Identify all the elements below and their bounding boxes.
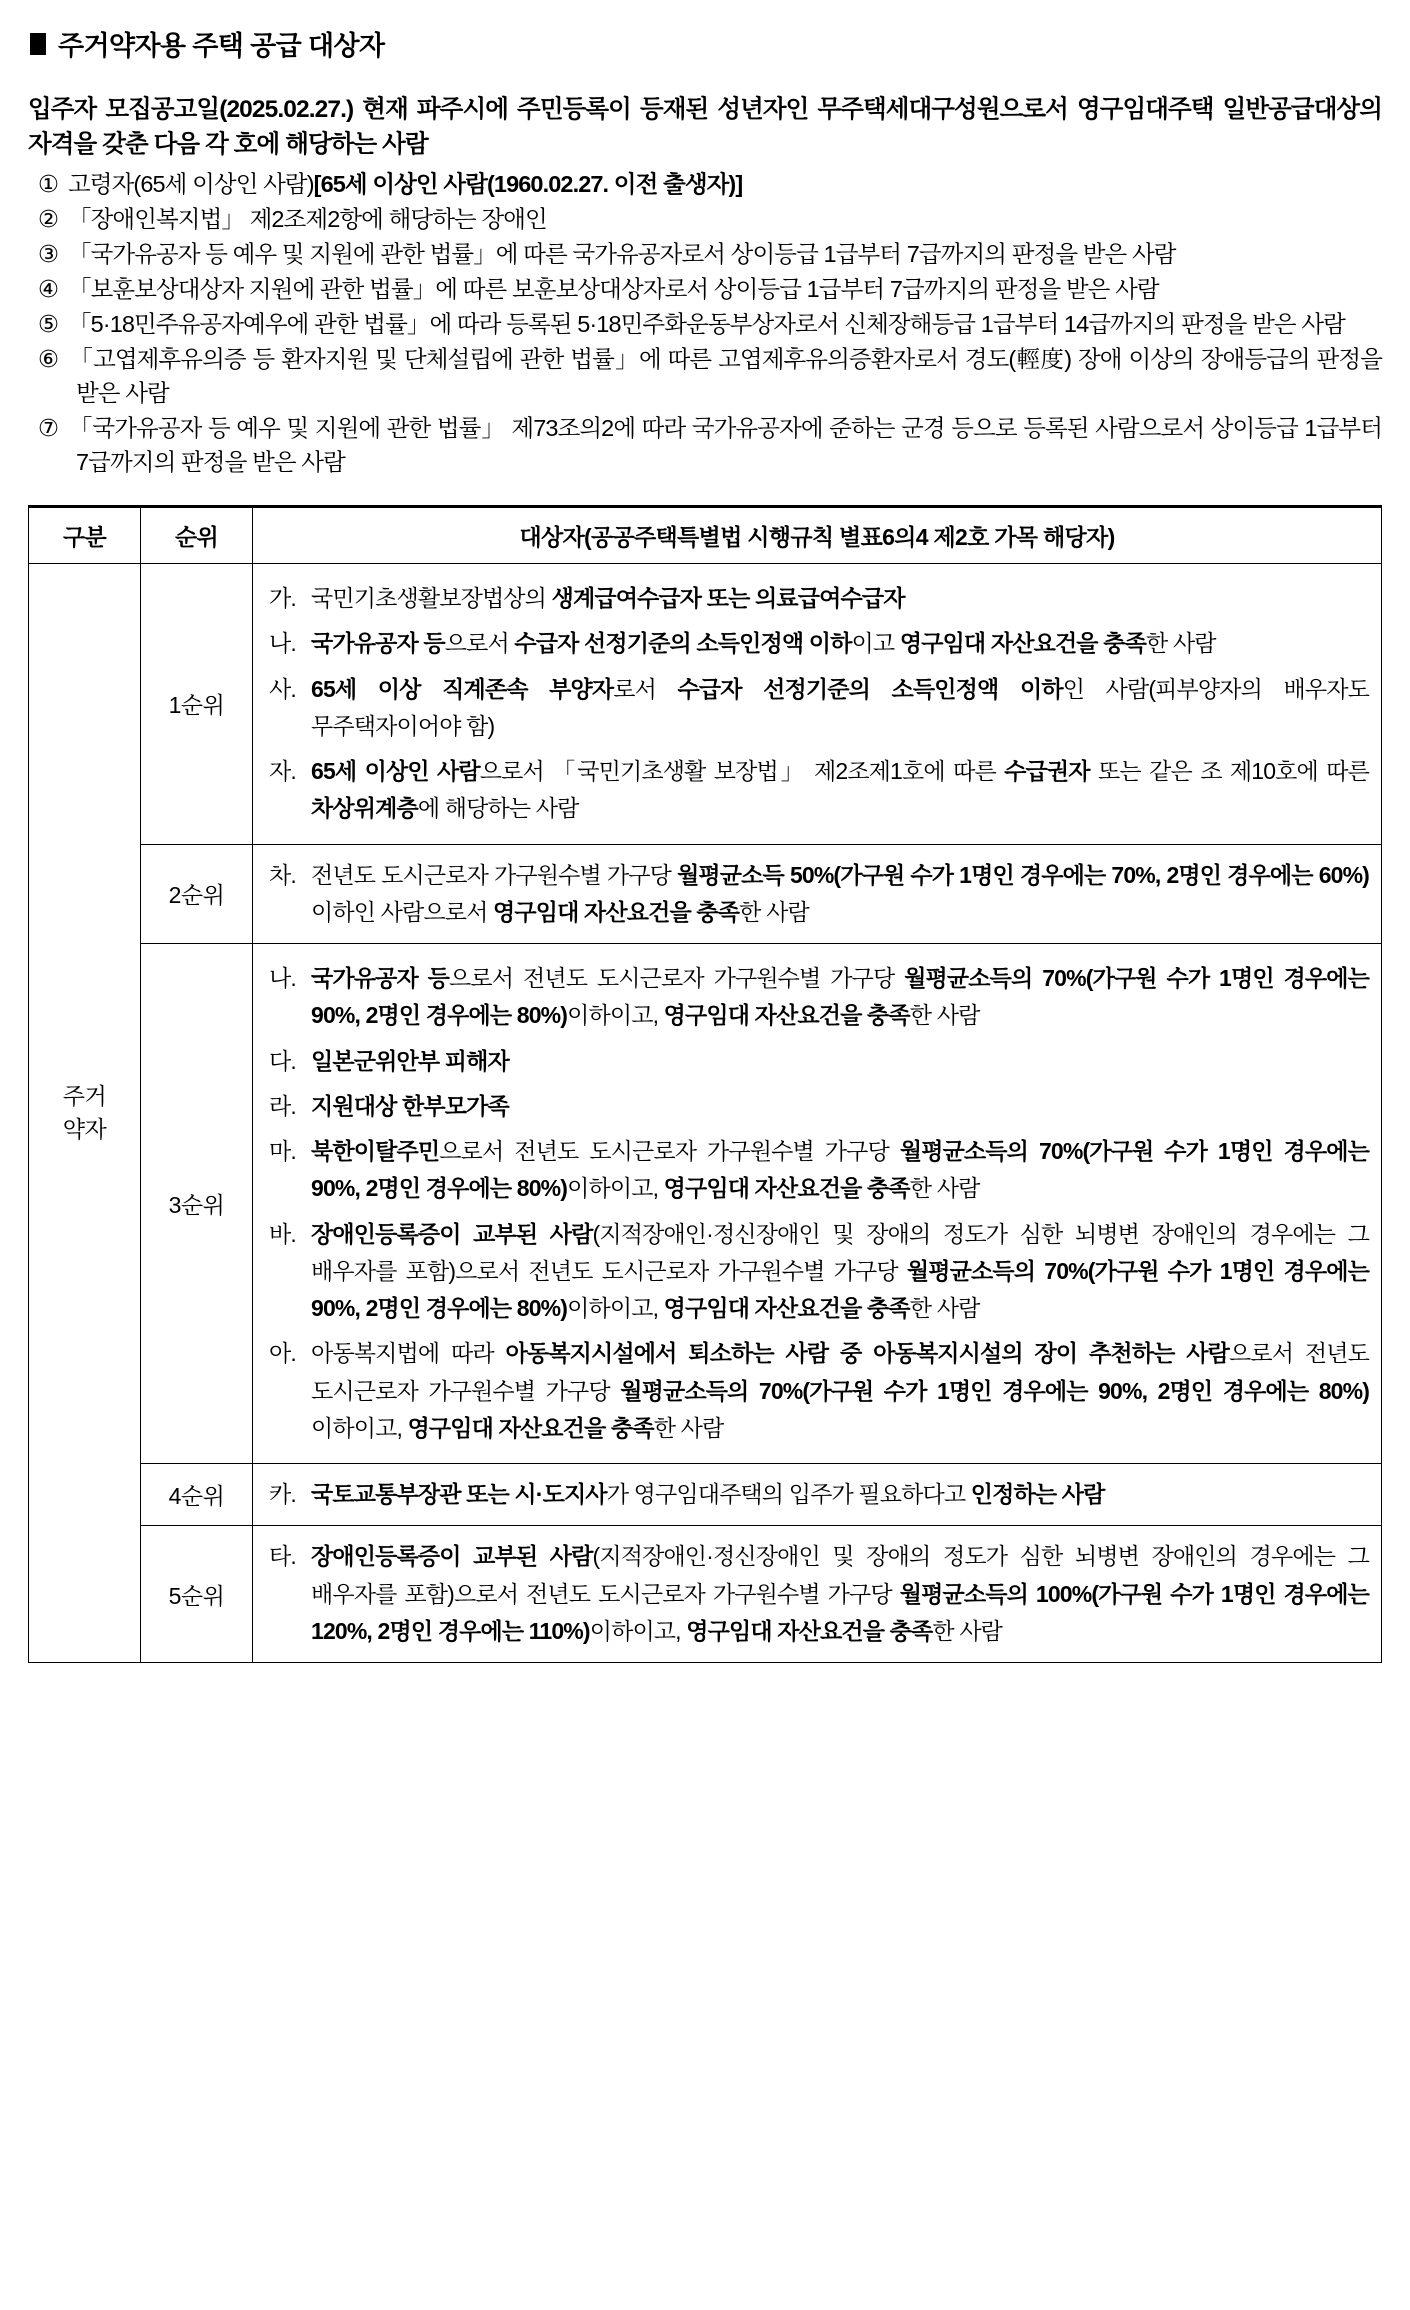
- body-text: 아동복지법에 따라: [311, 1340, 506, 1367]
- target-item-marker: 다.: [269, 1047, 296, 1074]
- body-text: 가 영구임대주택의 입주가 필요하다고: [606, 1481, 971, 1508]
- body-text: 이하이고,: [567, 1175, 664, 1202]
- body-text: 「국가유공자 등 예우 및 지원에 관한 법률」 제73조의2에 따라 국가유공자에 준하는 군경 등으로 등록된 사람으로서 상이등급 1급부터 7급까지의 판정을 받은 사람: [68, 415, 1382, 476]
- condition-number: ②: [38, 205, 59, 232]
- square-bullet-icon: [30, 33, 46, 55]
- emphasis-text: 65세 이상인 사람: [311, 758, 480, 785]
- emphasis-text: 월평균소득의 70%(가구원 수가 1명인 경우에는 90%, 2명인 경우에는 80%): [311, 1257, 1369, 1322]
- emphasis-text: 영구임대 자산요건을 충족: [493, 898, 740, 925]
- body-text: 전년도 도시근로자 가구원수별 가구당: [311, 861, 678, 888]
- table-row: [29, 564, 1382, 845]
- page-title-text: 주거약자용 주택 공급 대상자: [58, 31, 385, 61]
- condition-number: ⑤: [38, 310, 59, 337]
- emphasis-text: 장애인등록증이 교부된 사람: [311, 1220, 593, 1247]
- emphasis-text: 월평균소득의 70%(가구원 수가 1명인 경우에는 90%, 2명인 경우에는 80%): [311, 965, 1369, 1029]
- emphasis-text: 국토교통부장관 또는 시·도지사: [311, 1481, 607, 1508]
- body-text: 으로서 전년도 도시근로자 가구원수별 가구당: [449, 965, 905, 992]
- table-header: [29, 507, 1382, 564]
- eligibility-conditions-list: [28, 167, 1382, 480]
- body-text: 한 사람: [932, 1617, 1003, 1644]
- target-item-marker: 차.: [269, 861, 296, 888]
- body-text: 또는 같은 조 제10호에 따른: [1089, 758, 1369, 785]
- body-text: 이하인 사람으로서: [311, 898, 494, 925]
- condition-number: ③: [38, 240, 59, 267]
- emphasis-text: 영구임대 자산요건을 충족: [899, 630, 1146, 657]
- emphasis-text: 수급자 선정기준의 소득인정액 이하: [677, 675, 1063, 702]
- body-text: 한 사람: [1145, 630, 1216, 657]
- target-item-marker: 바.: [269, 1220, 296, 1247]
- emphasis-text: 아동복지시설에서 퇴소하는 사람 중 아동복지시설의 장이 추천하는 사람: [505, 1340, 1230, 1367]
- target-item-marker: 카.: [269, 1481, 296, 1508]
- gubun-line: 약자: [62, 1116, 107, 1143]
- target-item: [269, 1133, 1369, 1208]
- eligibility-table: [28, 505, 1382, 1663]
- emphasis-text: 월평균소득의 100%(가구원 수가 1명인 경우에는 120%, 2명인 경우에는 110%): [311, 1580, 1369, 1644]
- target-item: [269, 1043, 1369, 1080]
- target-item: [269, 753, 1369, 828]
- emphasis-text: 영구임대 자산요건을 충족: [686, 1617, 933, 1644]
- condition-item: [28, 272, 1382, 306]
- emphasis-text: 북한이탈주민: [311, 1138, 440, 1165]
- body-text: 으로서 「국민기초생활 보장법」 제2조제1호에 따른: [479, 758, 1005, 785]
- target-item-marker: 마.: [269, 1138, 296, 1165]
- target-item: [269, 1476, 1369, 1513]
- cell-target: [253, 564, 1382, 845]
- emphasis-text: 월평균소득의 70%(가구원 수가 1명인 경우에는 90%, 2명인 경우에는 80%): [620, 1377, 1369, 1404]
- condition-item: [28, 237, 1382, 271]
- target-item: [269, 671, 1369, 746]
- body-text: 한 사람: [909, 1175, 980, 1202]
- target-item-marker: 라.: [269, 1092, 296, 1119]
- body-text: 인 사람(피부양자의 배우자도 무주택자이어야 함): [311, 675, 1370, 739]
- condition-item: [28, 307, 1382, 341]
- gubun-line: 주거: [62, 1082, 107, 1109]
- body-text: 이하이고,: [589, 1617, 687, 1644]
- condition-item: [28, 411, 1382, 479]
- cell-rank: 4순위: [141, 1464, 253, 1526]
- cell-target: [253, 1526, 1382, 1663]
- emphasis-text: 영구임대 자산요건을 충족: [663, 1295, 910, 1322]
- cell-target: [253, 844, 1382, 944]
- emphasis-text: 인정하는 사람: [970, 1481, 1105, 1508]
- column-header-rank: 순위: [141, 507, 253, 564]
- emphasis-text: 월평균소득의 70%(가구원 수가 1명인 경우에는 90%, 2명인 경우에는 80%): [311, 1138, 1370, 1202]
- emphasis-text: 영구임대 자산요건을 충족: [663, 1175, 910, 1202]
- body-text: 한 사람: [909, 1295, 980, 1322]
- body-text: 으로서 전년도 도시근로자 가구원수별 가구당: [439, 1138, 900, 1165]
- body-text: 로서: [613, 675, 678, 702]
- intro-paragraph: 입주자 모집공고일(2025.02.27.) 현재 파주시에 주민등록이 등재된 성년자인 무주택세대구성원으로서 영구임대주택 일반공급대상의 자격을 갖춘 다음 각 호에 해당하는 사람: [28, 96, 1382, 158]
- target-item-marker: 자.: [269, 758, 296, 785]
- emphasis-text: 영구임대 자산요건을 충족: [663, 1002, 910, 1029]
- target-item-marker: 나.: [269, 965, 296, 992]
- emphasis-text: 장애인등록증이 교부된 사람: [311, 1543, 593, 1570]
- body-text: 「장애인복지법」 제2조제2항에 해당하는 장애인: [68, 205, 547, 232]
- condition-number: ⑦: [38, 415, 59, 441]
- target-item-marker: 사.: [269, 675, 296, 702]
- table-row: [29, 844, 1382, 944]
- emphasis-text: 수급자 선정기준의 소득인정액 이하: [514, 630, 852, 657]
- target-item: [269, 1538, 1369, 1650]
- condition-item: [28, 342, 1382, 410]
- target-item: [269, 1216, 1369, 1328]
- cell-target: [253, 944, 1382, 1464]
- body-text: 이하이고,: [567, 1295, 664, 1322]
- emphasis-text: 영구임대 자산요건을 충족: [407, 1414, 654, 1441]
- emphasis-text: 65세 이상 직계존속 부양자: [311, 675, 614, 702]
- body-text: 이고: [851, 630, 900, 657]
- table-body: [29, 564, 1382, 1663]
- body-text: 한 사람: [739, 898, 809, 925]
- condition-number: ①: [38, 170, 59, 197]
- page-title: [30, 24, 1382, 63]
- condition-number: ④: [38, 275, 59, 302]
- emphasis-text: 국가유공자 등: [311, 630, 445, 657]
- cell-rank: 1순위: [141, 564, 253, 845]
- table-row: [29, 944, 1382, 1464]
- body-text: 한 사람: [909, 1002, 980, 1029]
- emphasis-text: 생계급여수급자 또는 의료급여수급자: [551, 585, 905, 612]
- cell-rank: 5순위: [141, 1526, 253, 1663]
- table-header-row: [29, 507, 1382, 564]
- body-text: 으로서: [444, 630, 515, 657]
- body-text: 이하이고,: [311, 1414, 408, 1441]
- cell-rank: 3순위: [141, 944, 253, 1464]
- target-item-marker: 아.: [269, 1340, 296, 1367]
- emphasis-text: [65세 이상인 사람(1960.02.27. 이전 출생자)]: [313, 170, 743, 197]
- condition-item: [28, 202, 1382, 236]
- condition-item: [28, 167, 1382, 201]
- body-text: 국민기초생활보장법상의: [311, 585, 552, 612]
- body-text: 「고엽제후유의증 등 환자지원 및 단체설립에 관한 법률」에 따른 고엽제후유의증환자로서 경도(輕度) 장애 이상의 장애등급의 판정을 받은 사람: [68, 345, 1382, 406]
- table-row: [29, 1464, 1382, 1526]
- body-text: 「국가유공자 등 예우 및 지원에 관한 법률」에 따른 국가유공자로서 상이등급 1급부터 7급까지의 판정을 받은 사람: [68, 240, 1176, 267]
- body-text: 이하이고,: [567, 1002, 664, 1029]
- cell-gubun: [29, 564, 141, 1663]
- column-header-target: 대상자(공공주택특별법 시행규칙 별표6의4 제2호 가목 해당자): [253, 507, 1382, 564]
- target-item-marker: 타.: [269, 1543, 296, 1570]
- target-item: [269, 1088, 1369, 1125]
- body-text: 에 해당하는 사람: [417, 795, 579, 822]
- column-header-gubun: 구분: [29, 507, 141, 564]
- target-item: [269, 580, 1369, 617]
- table-row: [29, 1526, 1382, 1663]
- emphasis-text: 차상위계층: [311, 795, 418, 822]
- body-text: (지적장애인·정신장애인 및 장애의 정도가 심한 뇌병변 장애인의 경우에는 그 배우자를 포함)으로서 전년도 도시근로자 가구원수별 가구당: [311, 1543, 1369, 1607]
- emphasis-text: 일본군위안부 피해자: [311, 1047, 509, 1074]
- body-text: 으로서 전년도 도시근로자 가구원수별 가구당: [311, 1340, 1370, 1404]
- target-item: [269, 625, 1369, 662]
- cell-target: [253, 1464, 1382, 1526]
- body-text: (지적장애인·정신장애인 및 장애의 정도가 심한 뇌병변 장애인의 경우에는 그 배우자를 포함)으로서 전년도 도시근로자 가구원수별 가구당: [311, 1220, 1369, 1284]
- target-item: [269, 857, 1369, 932]
- target-item-marker: 나.: [269, 630, 296, 657]
- body-text: 고령자(65세 이상인 사람): [68, 170, 314, 197]
- target-item: [269, 960, 1369, 1035]
- emphasis-text: 지원대상 한부모가족: [311, 1092, 509, 1119]
- target-item: [269, 1335, 1369, 1447]
- body-text: 「5·18민주유공자예우에 관한 법률」에 따라 등록된 5·18민주화운동부상자로서 신체장해등급 1급부터 14급까지의 판정을 받은 사람: [68, 310, 1345, 337]
- emphasis-text: 국가유공자 등: [311, 965, 450, 992]
- body-text: 「보훈보상대상자 지원에 관한 법률」에 따른 보훈보상대상자로서 상이등급 1급부터 7급까지의 판정을 받은 사람: [68, 275, 1159, 302]
- condition-number: ⑥: [38, 345, 59, 372]
- emphasis-text: 월평균소득 50%(가구원 수가 1명인 경우에는 70%, 2명인 경우에는 60%): [677, 861, 1369, 888]
- cell-rank: 2순위: [141, 844, 253, 944]
- emphasis-text: 수급권자: [1004, 758, 1090, 785]
- body-text: 한 사람: [653, 1414, 724, 1441]
- target-item-marker: 가.: [269, 585, 296, 612]
